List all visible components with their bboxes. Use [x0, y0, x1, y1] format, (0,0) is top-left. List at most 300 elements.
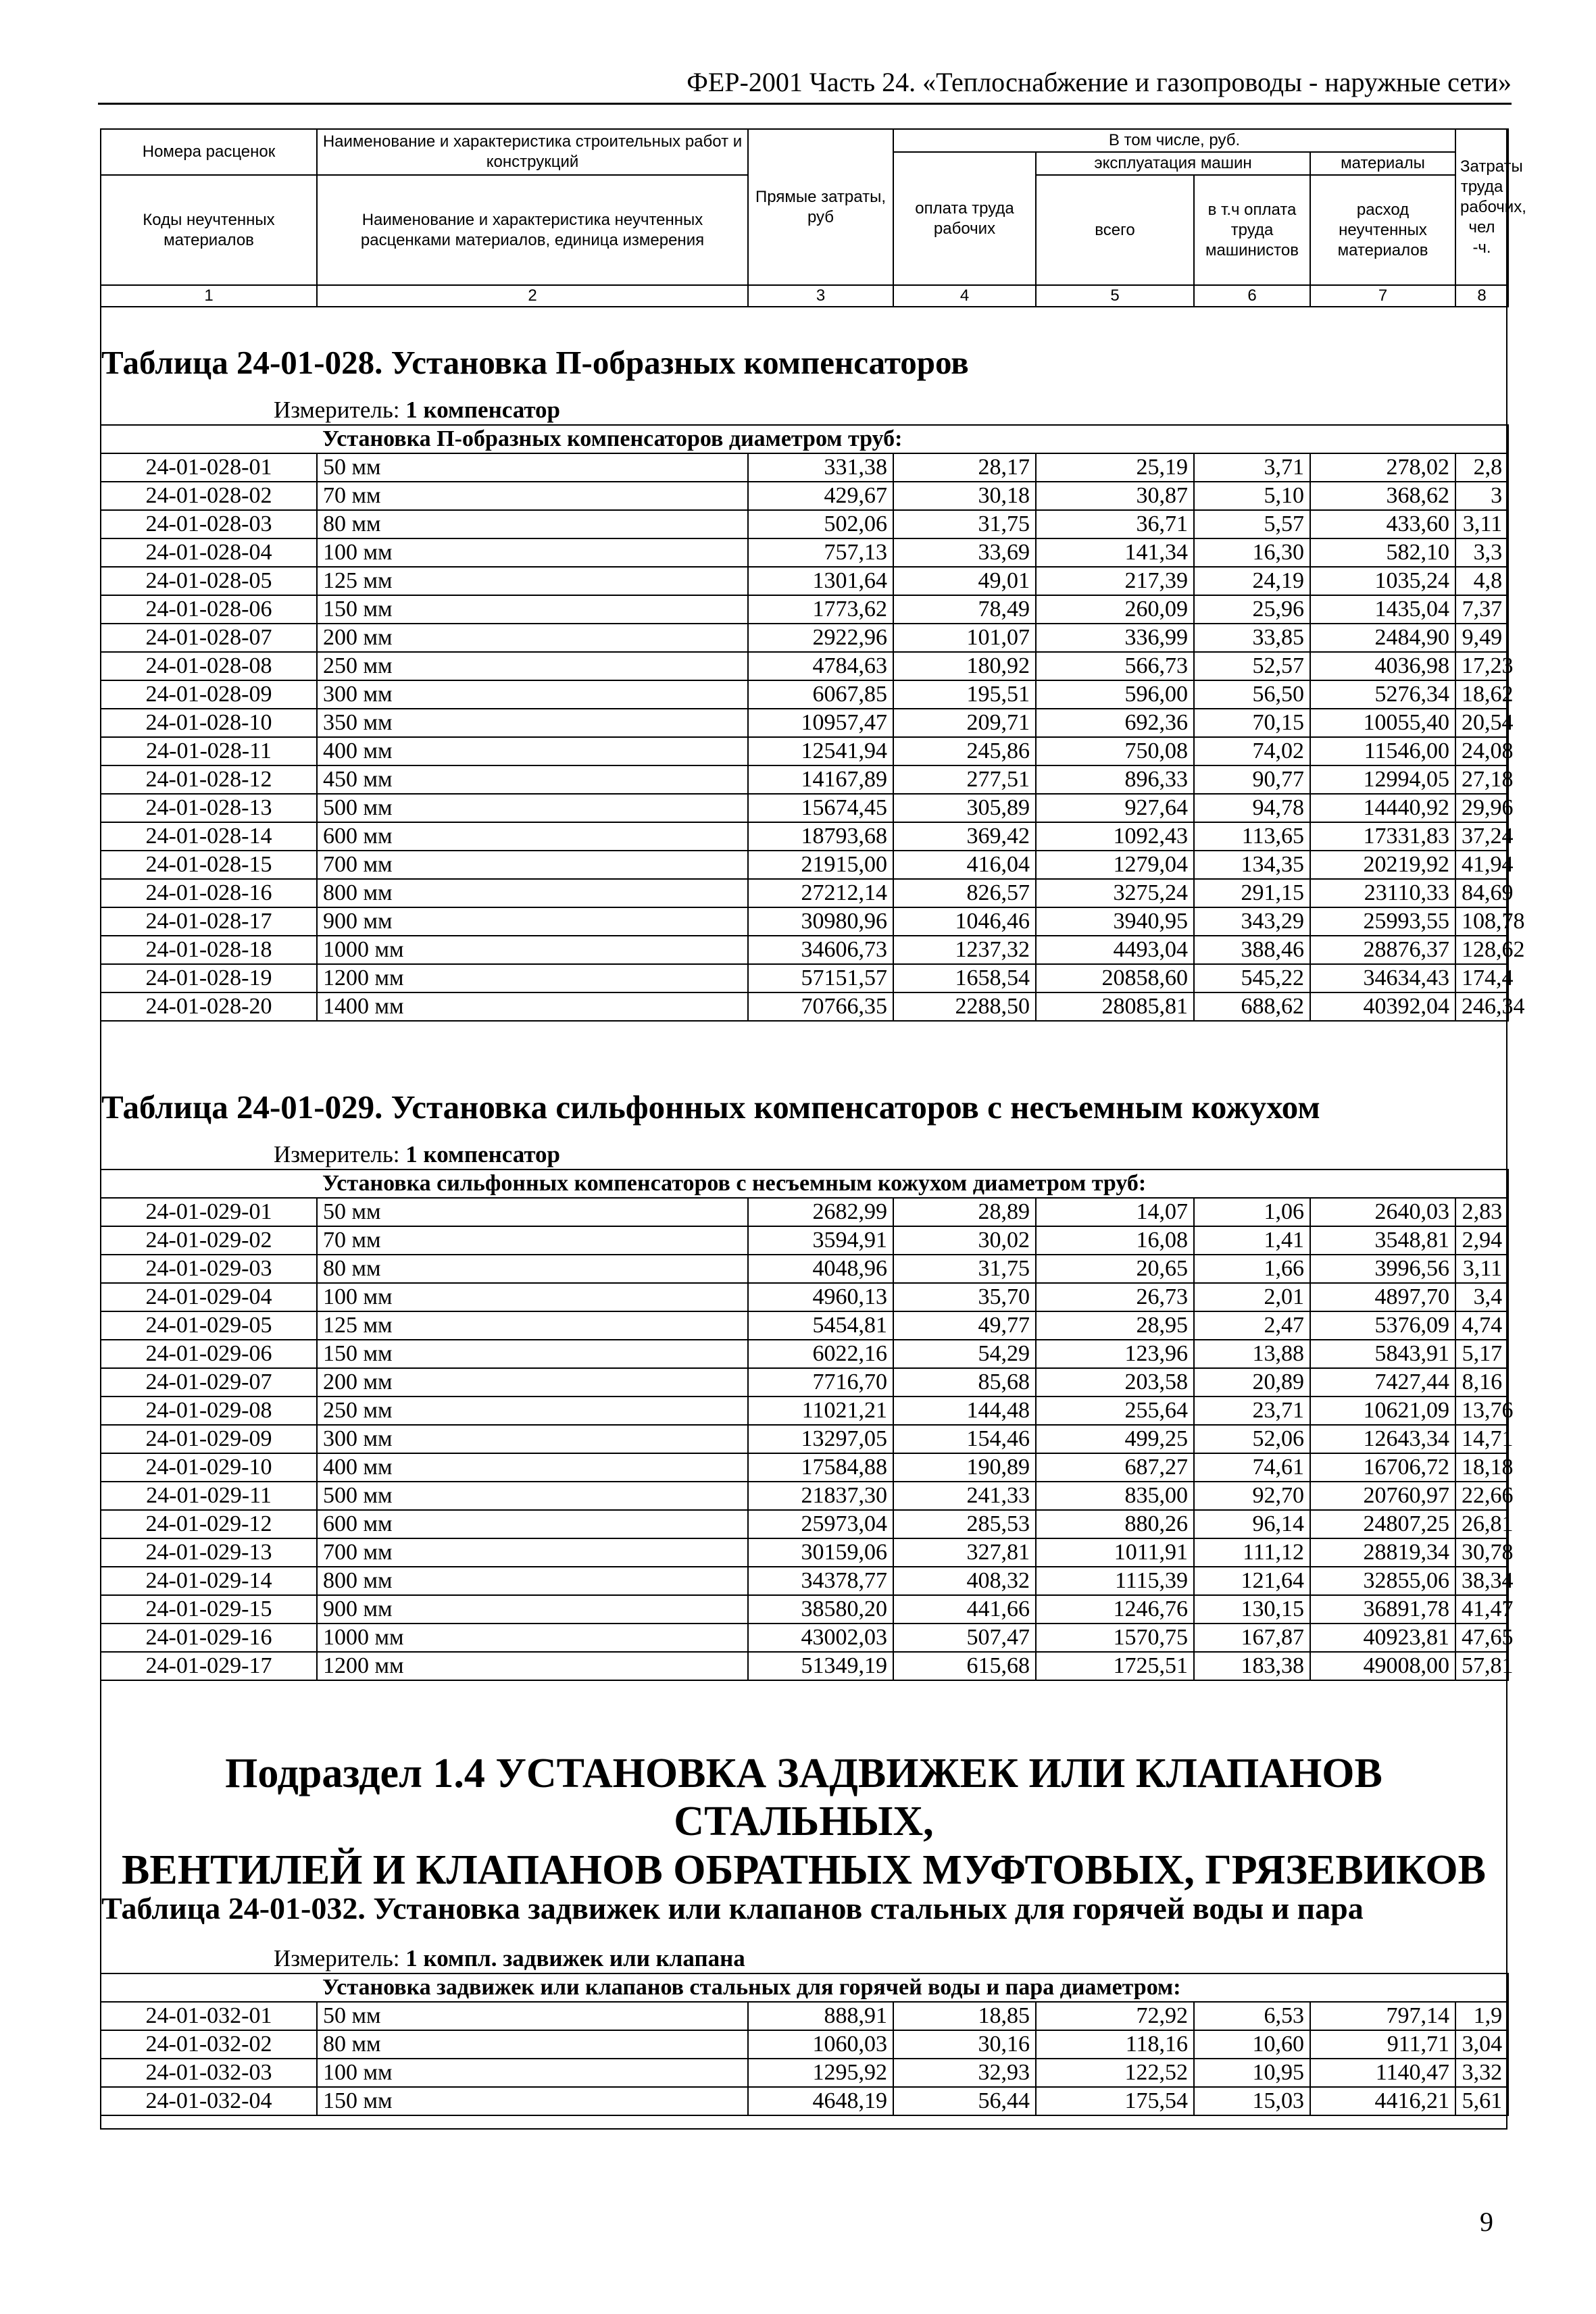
worker-pay: 35,70	[893, 1283, 1036, 1311]
direct-costs: 757,13	[748, 538, 893, 567]
materials: 797,14	[1310, 2002, 1455, 2030]
rate-code: 24-01-028-08	[101, 652, 317, 680]
worker-pay: 615,68	[893, 1652, 1036, 1680]
table-row	[101, 1397, 1508, 1425]
item-name: 600 мм	[317, 822, 748, 851]
item-name: 800 мм	[317, 879, 748, 907]
rate-code: 24-01-029-08	[101, 1397, 317, 1425]
worker-pay: 408,32	[893, 1567, 1036, 1595]
worker-pay: 305,89	[893, 794, 1036, 822]
labor-hours: 20,54	[1455, 709, 1508, 737]
materials: 10621,09	[1310, 1397, 1455, 1425]
machines-total: 141,34	[1036, 538, 1194, 567]
machines-total: 255,64	[1036, 1397, 1194, 1425]
materials: 11546,00	[1310, 737, 1455, 765]
worker-pay: 49,01	[893, 567, 1036, 595]
labor-hours: 5,17	[1455, 1340, 1508, 1368]
operator-pay: 1,41	[1194, 1226, 1310, 1255]
table-row	[101, 1482, 1508, 1510]
worker-pay: 507,47	[893, 1624, 1036, 1652]
materials: 20219,92	[1310, 851, 1455, 879]
machines-total: 3940,95	[1036, 907, 1194, 936]
table-row	[101, 1368, 1508, 1397]
direct-costs: 14167,89	[748, 765, 893, 794]
column-number: 8	[1455, 285, 1508, 307]
item-name: 150 мм	[317, 2087, 748, 2115]
worker-pay: 144,48	[893, 1397, 1036, 1425]
header-material-consumption: расход неучтенных материалов	[1310, 175, 1455, 285]
machines-total: 896,33	[1036, 765, 1194, 794]
machines-total: 566,73	[1036, 652, 1194, 680]
direct-costs: 1295,92	[748, 2059, 893, 2087]
labor-hours: 128,62	[1455, 936, 1508, 964]
machines-total: 36,71	[1036, 510, 1194, 538]
labor-hours: 13,76	[1455, 1397, 1508, 1425]
table-row	[101, 1311, 1508, 1340]
direct-costs: 4960,13	[748, 1283, 893, 1311]
worker-pay: 241,33	[893, 1482, 1036, 1510]
operator-pay: 92,70	[1194, 1482, 1310, 1510]
table-row	[101, 765, 1508, 794]
materials: 12643,34	[1310, 1425, 1455, 1453]
direct-costs: 1301,64	[748, 567, 893, 595]
table-row	[101, 1510, 1508, 1538]
materials: 1035,24	[1310, 567, 1455, 595]
table-row	[101, 1652, 1508, 1680]
item-name: 400 мм	[317, 737, 748, 765]
operator-pay: 13,88	[1194, 1340, 1310, 1368]
header-material-name: Наименование и характеристика неучтенных расценками материалов, единица измерения	[317, 175, 748, 285]
materials: 1140,47	[1310, 2059, 1455, 2087]
labor-hours: 1,9	[1455, 2002, 1508, 2030]
direct-costs: 7716,70	[748, 1368, 893, 1397]
direct-costs: 10957,47	[748, 709, 893, 737]
worker-pay: 33,69	[893, 538, 1036, 567]
materials: 28819,34	[1310, 1538, 1455, 1567]
labor-hours: 41,47	[1455, 1595, 1508, 1624]
operator-pay: 2,01	[1194, 1283, 1310, 1311]
item-name: 900 мм	[317, 907, 748, 936]
rate-code: 24-01-029-03	[101, 1255, 317, 1283]
table-row	[101, 2002, 1508, 2030]
operator-pay: 52,57	[1194, 652, 1310, 680]
table-row	[101, 1226, 1508, 1255]
direct-costs: 888,91	[748, 2002, 893, 2030]
materials: 20760,97	[1310, 1482, 1455, 1510]
rate-code: 24-01-029-16	[101, 1624, 317, 1652]
worker-pay: 369,42	[893, 822, 1036, 851]
item-name: 100 мм	[317, 1283, 748, 1311]
direct-costs: 38580,20	[748, 1595, 893, 1624]
machines-total: 692,36	[1036, 709, 1194, 737]
item-name: 70 мм	[317, 1226, 748, 1255]
item-name: 80 мм	[317, 2030, 748, 2059]
meter-value: 1 компенсатор	[405, 397, 561, 423]
machines-total: 3275,24	[1036, 879, 1194, 907]
rates-table	[100, 1973, 1509, 2116]
operator-pay: 15,03	[1194, 2087, 1310, 2115]
machines-total: 203,58	[1036, 1368, 1194, 1397]
item-name: 200 мм	[317, 624, 748, 652]
direct-costs: 21837,30	[748, 1482, 893, 1510]
item-name: 300 мм	[317, 680, 748, 709]
worker-pay: 1658,54	[893, 964, 1036, 992]
table-row	[101, 907, 1508, 936]
header-materials: материалы	[1310, 152, 1455, 175]
operator-pay: 5,57	[1194, 510, 1310, 538]
operator-pay: 1,06	[1194, 1198, 1310, 1226]
machines-total: 118,16	[1036, 2030, 1194, 2059]
table-row	[101, 1425, 1508, 1453]
rate-code: 24-01-028-01	[101, 453, 317, 482]
direct-costs: 12541,94	[748, 737, 893, 765]
materials: 3548,81	[1310, 1226, 1455, 1255]
labor-hours: 3,3	[1455, 538, 1508, 567]
operator-pay: 10,95	[1194, 2059, 1310, 2087]
group-spacer	[101, 1169, 317, 1198]
machines-total: 1011,91	[1036, 1538, 1194, 1567]
rate-code: 24-01-029-13	[101, 1538, 317, 1567]
operator-pay: 56,50	[1194, 680, 1310, 709]
operator-pay: 2,47	[1194, 1311, 1310, 1340]
table-row	[101, 453, 1508, 482]
rate-code: 24-01-029-09	[101, 1425, 317, 1453]
operator-pay: 1,66	[1194, 1255, 1310, 1283]
item-name: 700 мм	[317, 1538, 748, 1567]
operator-pay: 121,64	[1194, 1567, 1310, 1595]
rate-code: 24-01-028-04	[101, 538, 317, 567]
header-operator-pay: в т.ч оплата труда машинистов	[1194, 175, 1310, 285]
operator-pay: 111,12	[1194, 1538, 1310, 1567]
materials: 36891,78	[1310, 1595, 1455, 1624]
materials: 14440,92	[1310, 794, 1455, 822]
direct-costs: 11021,21	[748, 1397, 893, 1425]
machines-total: 14,07	[1036, 1198, 1194, 1226]
direct-costs: 51349,19	[748, 1652, 893, 1680]
materials: 368,62	[1310, 482, 1455, 510]
machines-total: 30,87	[1036, 482, 1194, 510]
machines-total: 25,19	[1036, 453, 1194, 482]
materials: 278,02	[1310, 453, 1455, 482]
operator-pay: 343,29	[1194, 907, 1310, 936]
materials: 5276,34	[1310, 680, 1455, 709]
rate-code: 24-01-029-02	[101, 1226, 317, 1255]
item-name: 80 мм	[317, 510, 748, 538]
direct-costs: 13297,05	[748, 1425, 893, 1453]
meter-label: Измеритель:	[274, 1945, 400, 1971]
labor-hours: 5,61	[1455, 2087, 1508, 2115]
item-name: 80 мм	[317, 1255, 748, 1283]
labor-hours: 47,65	[1455, 1624, 1508, 1652]
labor-hours: 3,11	[1455, 510, 1508, 538]
item-name: 1000 мм	[317, 1624, 748, 1652]
machines-total: 596,00	[1036, 680, 1194, 709]
operator-pay: 74,02	[1194, 737, 1310, 765]
item-name: 125 мм	[317, 567, 748, 595]
materials: 2640,03	[1310, 1198, 1455, 1226]
direct-costs: 4048,96	[748, 1255, 893, 1283]
rate-code: 24-01-028-19	[101, 964, 317, 992]
table-row	[101, 1255, 1508, 1283]
rate-code: 24-01-028-09	[101, 680, 317, 709]
subsection-line: ВЕНТИЛЕЙ И КЛАПАНОВ ОБРАТНЫХ МУФТОВЫХ, ГРЯЗЕВИКОВ	[122, 1846, 1486, 1893]
worker-pay: 31,75	[893, 1255, 1036, 1283]
labor-hours: 2,94	[1455, 1226, 1508, 1255]
column-number: 6	[1194, 285, 1310, 307]
labor-hours: 9,49	[1455, 624, 1508, 652]
item-name: 1200 мм	[317, 1652, 748, 1680]
machines-total: 175,54	[1036, 2087, 1194, 2115]
table-row	[101, 482, 1508, 510]
item-name: 125 мм	[317, 1311, 748, 1340]
rate-code: 24-01-029-01	[101, 1198, 317, 1226]
rate-code: 24-01-029-07	[101, 1368, 317, 1397]
worker-pay: 277,51	[893, 765, 1036, 794]
item-name: 50 мм	[317, 1198, 748, 1226]
table-title: Таблица 24-01-028. Установка П-образных компенсаторов	[101, 344, 969, 381]
direct-costs: 429,67	[748, 482, 893, 510]
direct-costs: 6067,85	[748, 680, 893, 709]
rate-code: 24-01-029-15	[101, 1595, 317, 1624]
subsection-line: Подраздел 1.4 УСТАНОВКА ЗАДВИЖЕК ИЛИ КЛАПАНОВ СТАЛЬНЫХ,	[225, 1751, 1382, 1845]
direct-costs: 4784,63	[748, 652, 893, 680]
rate-code: 24-01-028-13	[101, 794, 317, 822]
materials: 2484,90	[1310, 624, 1455, 652]
operator-pay: 52,06	[1194, 1425, 1310, 1453]
worker-pay: 101,07	[893, 624, 1036, 652]
worker-pay: 285,53	[893, 1510, 1036, 1538]
direct-costs: 15674,45	[748, 794, 893, 822]
rate-code: 24-01-028-03	[101, 510, 317, 538]
item-name: 350 мм	[317, 709, 748, 737]
item-name: 600 мм	[317, 1510, 748, 1538]
worker-pay: 30,02	[893, 1226, 1036, 1255]
direct-costs: 2922,96	[748, 624, 893, 652]
labor-hours: 27,18	[1455, 765, 1508, 794]
direct-costs: 5454,81	[748, 1311, 893, 1340]
meter-line	[274, 1142, 560, 1168]
labor-hours: 108,78	[1455, 907, 1508, 936]
table-row	[101, 822, 1508, 851]
machines-total: 687,27	[1036, 1453, 1194, 1482]
labor-hours: 18,18	[1455, 1453, 1508, 1482]
column-number: 3	[748, 285, 893, 307]
machines-total: 927,64	[1036, 794, 1194, 822]
machines-total: 4493,04	[1036, 936, 1194, 964]
labor-hours: 18,62	[1455, 680, 1508, 709]
materials: 7427,44	[1310, 1368, 1455, 1397]
meter-line	[274, 1946, 745, 1972]
item-name: 50 мм	[317, 2002, 748, 2030]
rate-code: 24-01-028-02	[101, 482, 317, 510]
worker-pay: 195,51	[893, 680, 1036, 709]
item-name: 400 мм	[317, 1453, 748, 1482]
header-machines-total: всего	[1036, 175, 1194, 285]
operator-pay: 16,30	[1194, 538, 1310, 567]
direct-costs: 70766,35	[748, 992, 893, 1021]
table-row	[101, 595, 1508, 624]
materials: 4897,70	[1310, 1283, 1455, 1311]
group-row	[101, 1973, 1508, 2002]
materials: 582,10	[1310, 538, 1455, 567]
rate-code: 24-01-028-10	[101, 709, 317, 737]
item-name: 450 мм	[317, 765, 748, 794]
machines-total: 336,99	[1036, 624, 1194, 652]
operator-pay: 6,53	[1194, 2002, 1310, 2030]
rate-code: 24-01-028-07	[101, 624, 317, 652]
operator-pay: 74,61	[1194, 1453, 1310, 1482]
header-work-name: Наименование и характеристика строительных работ и конструкций	[317, 129, 748, 175]
rate-code: 24-01-029-14	[101, 1567, 317, 1595]
worker-pay: 32,93	[893, 2059, 1036, 2087]
materials: 4036,98	[1310, 652, 1455, 680]
item-name: 70 мм	[317, 482, 748, 510]
item-name: 1200 мм	[317, 964, 748, 992]
item-name: 700 мм	[317, 851, 748, 879]
labor-hours: 3	[1455, 482, 1508, 510]
machines-total: 217,39	[1036, 567, 1194, 595]
table-row	[101, 624, 1508, 652]
item-name: 500 мм	[317, 1482, 748, 1510]
labor-hours: 38,34	[1455, 1567, 1508, 1595]
rate-code: 24-01-028-12	[101, 765, 317, 794]
materials: 17331,83	[1310, 822, 1455, 851]
direct-costs: 3594,91	[748, 1226, 893, 1255]
direct-costs: 1773,62	[748, 595, 893, 624]
header-worker-pay: оплата труда рабочих	[893, 152, 1036, 285]
labor-hours: 3,32	[1455, 2059, 1508, 2087]
labor-hours: 174,4	[1455, 964, 1508, 992]
column-number: 7	[1310, 285, 1455, 307]
machines-total: 880,26	[1036, 1510, 1194, 1538]
materials: 28876,37	[1310, 936, 1455, 964]
table-row	[101, 680, 1508, 709]
group-caption: Установка П-образных компенсаторов диаметром труб:	[317, 425, 1508, 453]
direct-costs: 18793,68	[748, 822, 893, 851]
table-row	[101, 794, 1508, 822]
direct-costs: 34606,73	[748, 936, 893, 964]
machines-total: 26,73	[1036, 1283, 1194, 1311]
machines-total: 28,95	[1036, 1311, 1194, 1340]
labor-hours: 4,8	[1455, 567, 1508, 595]
operator-pay: 388,46	[1194, 936, 1310, 964]
direct-costs: 30159,06	[748, 1538, 893, 1567]
direct-costs: 502,06	[748, 510, 893, 538]
materials: 10055,40	[1310, 709, 1455, 737]
table-row	[101, 936, 1508, 964]
operator-pay: 130,15	[1194, 1595, 1310, 1624]
header-machine-operation: эксплуатация машин	[1036, 152, 1310, 175]
materials: 32855,06	[1310, 1567, 1455, 1595]
materials: 34634,43	[1310, 964, 1455, 992]
direct-costs: 1060,03	[748, 2030, 893, 2059]
labor-hours: 14,71	[1455, 1425, 1508, 1453]
running-header: ФЕР-2001 Часть 24. «Теплоснабжение и газопроводы - наружные сети»	[687, 67, 1512, 97]
materials: 16706,72	[1310, 1453, 1455, 1482]
operator-pay: 25,96	[1194, 595, 1310, 624]
worker-pay: 245,86	[893, 737, 1036, 765]
table-row	[101, 652, 1508, 680]
operator-pay: 23,71	[1194, 1397, 1310, 1425]
labor-hours: 37,24	[1455, 822, 1508, 851]
direct-costs: 21915,00	[748, 851, 893, 879]
materials: 40923,81	[1310, 1624, 1455, 1652]
machines-total: 123,96	[1036, 1340, 1194, 1368]
worker-pay: 826,57	[893, 879, 1036, 907]
item-name: 200 мм	[317, 1368, 748, 1397]
operator-pay: 545,22	[1194, 964, 1310, 992]
labor-hours: 246,34	[1455, 992, 1508, 1021]
rates-table	[100, 424, 1525, 1022]
operator-pay: 113,65	[1194, 822, 1310, 851]
operator-pay: 70,15	[1194, 709, 1310, 737]
direct-costs: 4648,19	[748, 2087, 893, 2115]
item-name: 250 мм	[317, 1397, 748, 1425]
item-name: 900 мм	[317, 1595, 748, 1624]
item-name: 500 мм	[317, 794, 748, 822]
labor-hours: 2,8	[1455, 453, 1508, 482]
machines-total: 260,09	[1036, 595, 1194, 624]
item-name: 150 мм	[317, 1340, 748, 1368]
materials: 23110,33	[1310, 879, 1455, 907]
materials: 911,71	[1310, 2030, 1455, 2059]
direct-costs: 2682,99	[748, 1198, 893, 1226]
worker-pay: 31,75	[893, 510, 1036, 538]
rate-code: 24-01-029-12	[101, 1510, 317, 1538]
item-name: 1400 мм	[317, 992, 748, 1021]
table-row	[101, 964, 1508, 992]
meter-label: Измеритель:	[274, 397, 400, 423]
labor-hours: 3,4	[1455, 1283, 1508, 1311]
machines-total: 20,65	[1036, 1255, 1194, 1283]
column-number: 2	[317, 285, 748, 307]
column-header-table	[100, 128, 1526, 307]
direct-costs: 57151,57	[748, 964, 893, 992]
operator-pay: 96,14	[1194, 1510, 1310, 1538]
group-spacer	[101, 1973, 317, 2002]
worker-pay: 327,81	[893, 1538, 1036, 1567]
table-row	[101, 1283, 1508, 1311]
worker-pay: 78,49	[893, 595, 1036, 624]
operator-pay: 167,87	[1194, 1624, 1310, 1652]
worker-pay: 30,18	[893, 482, 1036, 510]
meter-line	[274, 397, 560, 424]
machines-total: 72,92	[1036, 2002, 1194, 2030]
table-row	[101, 1567, 1508, 1595]
materials: 25993,55	[1310, 907, 1455, 936]
column-number: 5	[1036, 285, 1194, 307]
rate-code: 24-01-029-10	[101, 1453, 317, 1482]
item-name: 250 мм	[317, 652, 748, 680]
machines-total: 20858,60	[1036, 964, 1194, 992]
labor-hours: 41,94	[1455, 851, 1508, 879]
item-name: 150 мм	[317, 595, 748, 624]
materials: 40392,04	[1310, 992, 1455, 1021]
worker-pay: 85,68	[893, 1368, 1036, 1397]
worker-pay: 2288,50	[893, 992, 1036, 1021]
labor-hours: 30,78	[1455, 1538, 1508, 1567]
direct-costs: 27212,14	[748, 879, 893, 907]
rate-code: 24-01-032-02	[101, 2030, 317, 2059]
rates-table	[100, 1169, 1514, 1681]
worker-pay: 49,77	[893, 1311, 1036, 1340]
direct-costs: 331,38	[748, 453, 893, 482]
header-labor-costs: Затраты труда рабочих, чел -ч.	[1455, 129, 1508, 285]
table-row	[101, 879, 1508, 907]
machines-total: 750,08	[1036, 737, 1194, 765]
group-caption: Установка сильфонных компенсаторов с несъемным кожухом диаметром труб:	[317, 1169, 1508, 1198]
item-name: 100 мм	[317, 538, 748, 567]
